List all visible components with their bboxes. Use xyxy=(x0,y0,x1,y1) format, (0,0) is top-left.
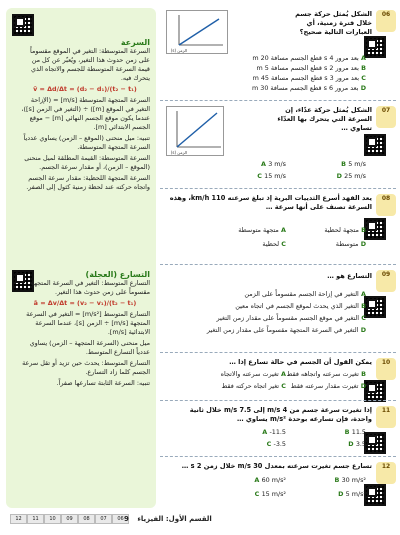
question-number: 10 xyxy=(376,358,396,380)
option-c[interactable]: C التغير في موقع الجسم مقسوماً على مقدار زمن التغير xyxy=(216,314,366,322)
accel-note-change: التسارع المتوسط: يحدث حين تزيد أو تقل سرعة الجسم كلما زاد التسارع. xyxy=(22,359,150,376)
option-c[interactable]: C بعد مرور 3 s قطع الجسم مسافة m 45 xyxy=(252,74,366,82)
option-b[interactable]: B 11.5 xyxy=(344,428,366,436)
qr-code-icon[interactable] xyxy=(364,484,386,506)
strip-cell: 12 xyxy=(10,514,27,524)
qr-code-icon[interactable] xyxy=(364,380,386,402)
accel-note-constant: تنبيه: السرعة الثابتة تسارعها صفراً. xyxy=(56,379,150,387)
vector-note: السرعة المتجهة المتوسطة [m/s] = (الإزاحة التغير في الموقع [m]) ÷ (التغير في الزمن [s])، عندما يكون موقع الجسم النهائي [m] − موقع الجسم الابتدائي [m]. xyxy=(21,96,150,131)
qr-code-icon[interactable] xyxy=(364,432,386,454)
qr-code-icon[interactable] xyxy=(364,36,386,58)
question-09 xyxy=(160,268,396,352)
option-b[interactable]: B 5 m/s xyxy=(341,160,366,168)
strip-cell: 08 xyxy=(78,514,95,524)
divider xyxy=(160,264,396,265)
option-a[interactable]: A بعد مرور 4 s قطع الجسم مسافة m 20 xyxy=(252,54,366,62)
question-number: 06 xyxy=(376,10,396,32)
summary-panel xyxy=(6,8,156,508)
option-d[interactable]: D 5 m/s² xyxy=(338,490,366,498)
accel-units: التسارع المتوسط [m/s²] = التغير في السرعة المتجهة [m/s] ÷ الزمن [s]، عندما السرعة الابتدائية [m/s]. xyxy=(26,310,150,336)
strip-cell: 06 xyxy=(112,514,129,524)
question-07 xyxy=(160,104,396,188)
qr-code-icon[interactable] xyxy=(364,218,386,240)
divider xyxy=(160,352,396,353)
option-a[interactable]: A التغير في إزاحة الجسم مقسوماً على الزمن xyxy=(244,290,366,298)
qr-code-icon[interactable] xyxy=(12,14,34,36)
option-b[interactable]: B تغيرت سرعته واتجاهه فقط xyxy=(286,370,366,378)
strip-cell: 11 xyxy=(27,514,44,524)
chart-xlabel: الزمن (s) xyxy=(170,150,187,155)
questions-column xyxy=(160,8,396,508)
option-d[interactable]: D تغيرت مقدار سرعته فقط xyxy=(290,382,366,390)
option-c[interactable]: C 15 m/s xyxy=(257,172,286,180)
divider xyxy=(160,400,396,401)
option-b[interactable]: B التغير الذي يحدث لموقع الجسم في اتجاه معين xyxy=(235,302,366,310)
question-text: الشكل يُمثل حركة جسم خلال فترة زمنية، أي العبارات التالية صحيح؟ xyxy=(295,10,372,36)
accel-note-slope: ميل منحنى (السرعة المتجهة – الزمن) يساوي عددياً التسارع المتوسط. xyxy=(29,339,150,356)
question-10 xyxy=(160,356,396,400)
speed-section-title: السرعة xyxy=(120,38,150,47)
option-c[interactable]: C -3.5 xyxy=(266,440,286,448)
option-d[interactable]: D متوسطة xyxy=(335,240,366,248)
page-number: 9 xyxy=(124,515,129,523)
page-footer-label xyxy=(124,515,212,523)
question-number: 07 xyxy=(376,106,396,128)
option-d[interactable]: D التغير في السرعة المتجهة مقسوماً على مقدار زمن التغير xyxy=(206,326,366,334)
option-a[interactable]: A 3 m/s xyxy=(261,160,286,168)
option-a[interactable]: A متجهة متوسطة xyxy=(238,226,286,234)
question-text: التسارع هو … xyxy=(327,272,372,280)
question-12 xyxy=(160,460,396,508)
question-text: يمكن القول أن الجسم في حالة تسارع إذا … xyxy=(229,358,372,366)
note-slope: تنبيه: ميل منحنى (الموقع – الزمن) يساوي عددياً السرعة المتجهة المتوسطة. xyxy=(23,134,150,151)
question-08 xyxy=(160,192,396,264)
qr-code-icon[interactable] xyxy=(364,134,386,156)
option-d[interactable]: D 25 m/s xyxy=(336,172,366,180)
divider xyxy=(160,100,396,101)
question-11 xyxy=(160,404,396,456)
accel-section-title: التسارع (العجلة) xyxy=(85,270,150,279)
question-06 xyxy=(160,8,396,100)
accel-definition: التسارع المتوسط: التغير في السرعة المتجهة مقسوماً على زمن حدوث هذا التغير. xyxy=(30,279,150,296)
option-d[interactable]: D 3.5 xyxy=(348,440,366,448)
question-strip xyxy=(10,514,129,524)
strip-cell: 09 xyxy=(61,514,78,524)
divider xyxy=(160,188,396,189)
strip-cell: 07 xyxy=(95,514,112,524)
note-avg-speed: السرعة المتوسطة: القيمة المطلقة لميل منحنى (الموقع – الزمن)، أو مقدار سرعة الجسم. xyxy=(24,154,150,171)
chart-xlabel: الزمن (s) xyxy=(170,48,187,53)
position-time-chart-1 xyxy=(166,10,228,54)
note-instant-speed: السرعة المتجهة اللحظية: مقدار سرعة الجسم واتجاه حركته عند لحظة زمنية كثول إلى الصفر. xyxy=(26,174,150,191)
option-b[interactable]: B بعد مرور 2 s قطع الجسم مسافة m 5 xyxy=(256,64,366,72)
option-c[interactable]: C تغير اتجاه حركته فقط xyxy=(221,382,286,390)
position-time-chart-2 xyxy=(166,106,224,156)
strip-cell: 10 xyxy=(44,514,61,524)
question-text: يعد الفهد أسرع الثدييات البرية إذ تبلغ سرعته km/h 110، وهذه السرعة تصنف على أنها سرعة … xyxy=(169,194,372,211)
option-a[interactable]: A -11.5 xyxy=(262,428,286,436)
question-text: الشكل يُمثل حركة عدّاء، إن السرعة التي يتحرك بها العدّاء تساوي … xyxy=(277,106,372,132)
option-d[interactable]: D بعد مرور 6 s قطع الجسم مسافة m 30 xyxy=(252,84,366,92)
question-number: 11 xyxy=(376,406,396,428)
accel-formula: ā = Δv/Δt = (v₂ − v₁)/(t₂ − t₁) xyxy=(33,299,137,307)
divider xyxy=(160,456,396,457)
option-c[interactable]: C لحظية xyxy=(262,240,286,248)
question-number: 12 xyxy=(376,462,396,484)
option-a[interactable]: A تغيرت سرعته والاتجاه xyxy=(220,370,286,378)
avg-speed-definition: السرعة المتوسطة: التغير في الموقع مقسوماً على زمن حدوث هذا التغير، ويُعبّر عن كل من قيمة السرعة المتوسطة للجسم والاتجاه الذي يتحرك فيه. xyxy=(30,47,150,82)
option-b[interactable]: B متجهة لحظية xyxy=(324,226,366,234)
question-number: 08 xyxy=(376,194,396,216)
avg-speed-formula: v̄ = Δd/Δt = (d₂ − d₁)/(t₂ − t₁) xyxy=(33,85,137,93)
question-text: تسارع جسم تغيرت سرعته بمعدل 30 m/s خلال زمن 2 s … xyxy=(181,462,372,470)
option-b[interactable]: B 30 m/s² xyxy=(334,476,366,484)
question-number: 09 xyxy=(376,270,396,292)
option-c[interactable]: C 15 m/s² xyxy=(254,490,286,498)
question-text: إذا تغيرت سرعة جسم من 4 m/s إلى 7.5 m/s خلال ثانية واحدة، فإن تسارعه بوحدة m/s² يساوي … xyxy=(189,406,372,423)
option-a[interactable]: A 60 m/s² xyxy=(254,476,286,484)
footer xyxy=(0,512,400,535)
section-label: القسم الأول: الفيزياء xyxy=(137,515,212,523)
qr-code-icon[interactable] xyxy=(364,296,386,318)
